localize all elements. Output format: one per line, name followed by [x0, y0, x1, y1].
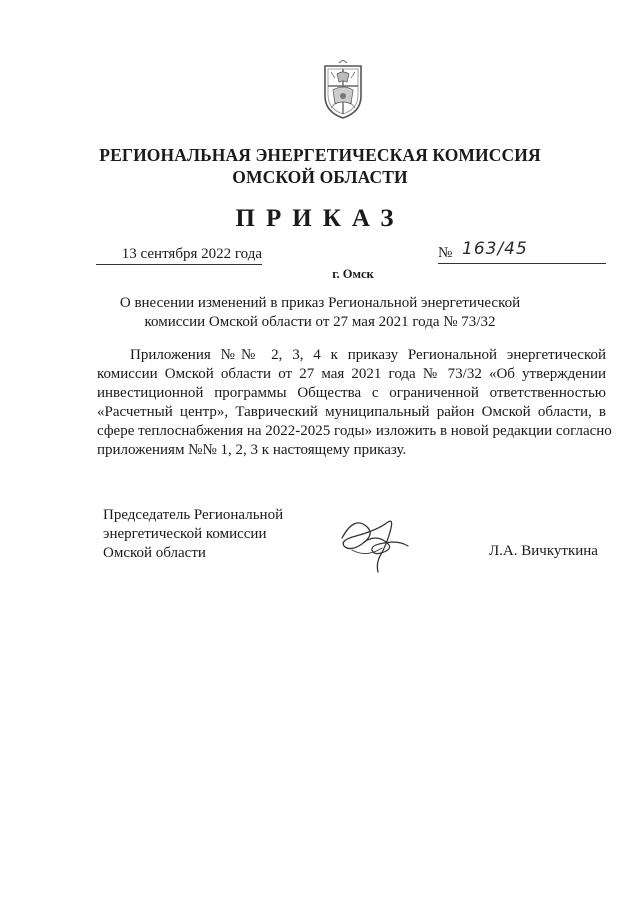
subject-line-1: О внесении изменений в приказ Региональной энергетической	[119, 295, 521, 311]
organization-name-line-1: РЕГИОНАЛЬНАЯ ЭНЕРГЕТИЧЕСКАЯ КОМИССИЯ	[99, 145, 541, 165]
body-text-line: комиссии Омской области от 27 мая 2021 года № 73/32 «Об утверждении	[97, 366, 606, 382]
body-text-line: приложениям №№ 1, 2, 3 к настоящему приказу.	[97, 442, 407, 458]
body-text-line: «Расчетный центр», Таврический муниципальный район Омской области, в	[97, 404, 606, 420]
body-text-line: инвестиционной программы Общества с ограниченной ответственностью	[97, 385, 606, 401]
city-label: г. Омск	[332, 267, 374, 281]
signatory-name: Л.А. Вичкуткина	[489, 543, 598, 559]
document-type-title: ПРИКАЗ	[235, 205, 405, 232]
signatory-position-line: энергетической комиссии	[103, 526, 267, 542]
signatory-position-line: Председатель Региональной	[103, 507, 284, 523]
organization-name-line-2: ОМСКОЙ ОБЛАСТИ	[232, 167, 408, 187]
subject-line-2: комиссии Омской области от 27 мая 2021 года № 73/32	[144, 314, 496, 330]
order-number-field	[438, 239, 606, 264]
signatory-position-line: Омской области	[103, 545, 206, 561]
body-text-line: Приложения №№ 2, 3, 4 к приказу Региональной энергетической	[130, 347, 606, 363]
omsk-coat-of-arms-icon	[319, 60, 367, 120]
order-date-text: 13 сентября 2022 года	[121, 246, 262, 262]
body-text-line: сфере теплоснабжения на 2022-2025 годы» изложить в новой редакции согласно	[97, 423, 612, 439]
order-number-handwritten: 163/45	[462, 239, 528, 259]
order-date	[96, 245, 262, 265]
order-number-prefix: №	[438, 245, 453, 261]
handwritten-signature-icon	[336, 512, 416, 576]
